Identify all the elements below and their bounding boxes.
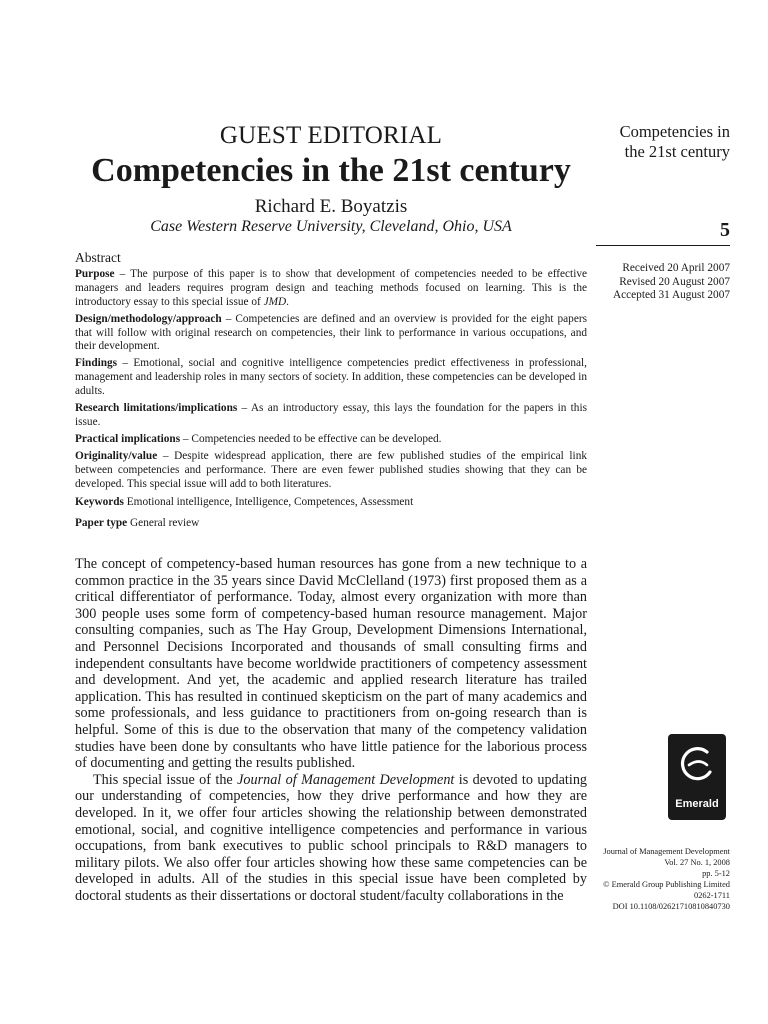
body-text [75, 556, 587, 904]
journal-name: Journal of Management Development [603, 847, 730, 856]
abstract-heading: Abstract [75, 250, 121, 265]
abstract-originality-label: Originality/value [75, 449, 158, 462]
page-title: Competencies in the 21st century [91, 152, 571, 189]
accepted-date: Accepted 31 August 2007 [612, 289, 730, 301]
margin-divider [596, 245, 730, 246]
abstract-practical-label: Practical implications [75, 432, 181, 445]
doi: DOI 10.1108/02621710810840730 [612, 902, 730, 911]
running-title-line: Competencies in [619, 122, 730, 141]
journal-volume: Vol. 27 No. 1, 2008 [664, 858, 730, 867]
abstract-limitations-text: – As an introductory essay, this lays the foundation for the papers in this issue. [75, 402, 587, 428]
paper-type-text: General review [130, 517, 200, 530]
abstract-findings [75, 357, 587, 399]
abstract-limitations [75, 402, 587, 430]
abstract-purpose [75, 268, 587, 310]
paper-type [75, 517, 587, 531]
abstract-findings-text: – Emotional, social and cognitive intelligence competencies predict effectiveness in professional, management and leadership roles in many sectors of society. In addition, these competencies can be developed in adults. [75, 357, 587, 398]
abstract-design-label: Design/methodology/approach [75, 312, 222, 325]
issn: 0262-1711 [694, 891, 730, 900]
body-paragraph-rest: is devoted to updating our understanding of competencies, how they drive performance and how they are developed. In it, we offer four articles showing the relationship between demonstrated emotional, social, and cognitive intelligence competencies and performance in various occupations, from bank executives to public school principals to R&D managers to military pilots. We also offer four articles showing how these same competencies can be developed in adults. All of the studies in this special issue have been completed by doctoral students as their dissertations or doctoral student/faculty collaborations in the [75, 771, 588, 904]
running-title-line: the 21st century [624, 142, 730, 161]
abstract-practical-text: – Competencies needed to be effective can be developed. [180, 432, 442, 445]
abstract-purpose-end: . [286, 295, 289, 308]
abstract [75, 251, 587, 531]
abstract-practical [75, 433, 587, 447]
abstract-purpose-label: Purpose [75, 267, 115, 280]
journal-abbreviation: JMD [263, 295, 287, 308]
keywords-text: Emotional intelligence, Intelligence, Competences, Assessment [126, 495, 414, 508]
abstract-originality-text: – Despite widespread application, there are few published studies of the empirical link between competencies and performance. There are even fewer published studies showing that they can be developed. This special issue will add to both literatures. [75, 449, 587, 490]
abstract-purpose-text: – The purpose of this paper is to show that development of competencies needed to be effective managers and leaders requires program design and teaching methods focused on learning. This is the introductory essay to this special issue of [75, 267, 587, 308]
running-title [596, 122, 730, 162]
copyright-notice: © Emerald Group Publishing Limited [603, 880, 730, 889]
section-label: GUEST EDITORIAL [219, 122, 443, 149]
paper-type-label: Paper type [75, 517, 128, 530]
publication-dates [590, 262, 730, 303]
author-affiliation: Case Western Reserve University, Cleveland, Ohio, USA [150, 218, 512, 235]
received-date: Received 20 April 2007 [622, 262, 730, 274]
abstract-findings-label: Findings [75, 357, 118, 370]
page-number: 5 [720, 219, 730, 241]
keywords [75, 496, 587, 510]
journal-pages: pp. 5-12 [702, 869, 730, 878]
emerald-logo-icon [677, 742, 717, 790]
abstract-design [75, 313, 587, 355]
body-paragraph: The concept of competency-based human resources has gone from a new technique to a common practice in the 35 years since David McClelland (1973) first proposed them as a critical differentiator of performance. Today, almost every organization with more than 300 people uses some form of competency-based human resource management. Major consulting companies, such as The Hay Group, Development Dimensions International, and Personnel Decisions Incorporated and thousands of small consulting firms and independent consultants have become worldwide practitioners of competency assessment and development. And yet, the academic and applied research literature has trailed application. This has resulted in continued skepticism on the part of many academics and some professionals, and less guidance to practitioners from on-going research than is helpful. Some of this is due to the observation that many of the competency validation studies have been done by consultants who have little patience for the laborious process of documenting and getting the results published. [75, 556, 587, 772]
journal-title: Journal of Management Development [237, 771, 455, 788]
keywords-label: Keywords [75, 495, 124, 508]
abstract-limitations-label: Research limitations/implications [75, 402, 238, 415]
journal-info [580, 846, 730, 912]
revised-date: Revised 20 August 2007 [619, 275, 730, 288]
emerald-logo [668, 734, 726, 820]
emerald-wordmark: Emerald [675, 798, 719, 810]
body-paragraph [75, 772, 587, 905]
body-paragraph-start: This special issue of the [93, 771, 238, 788]
author-name: Richard E. Boyatzis [254, 196, 408, 217]
abstract-originality [75, 450, 587, 492]
abstract-design-text: – Competencies are defined and an overview is provided for the eight papers that will follow with original research on competencies, their link to performance in various occupations, and their development. [75, 312, 587, 353]
